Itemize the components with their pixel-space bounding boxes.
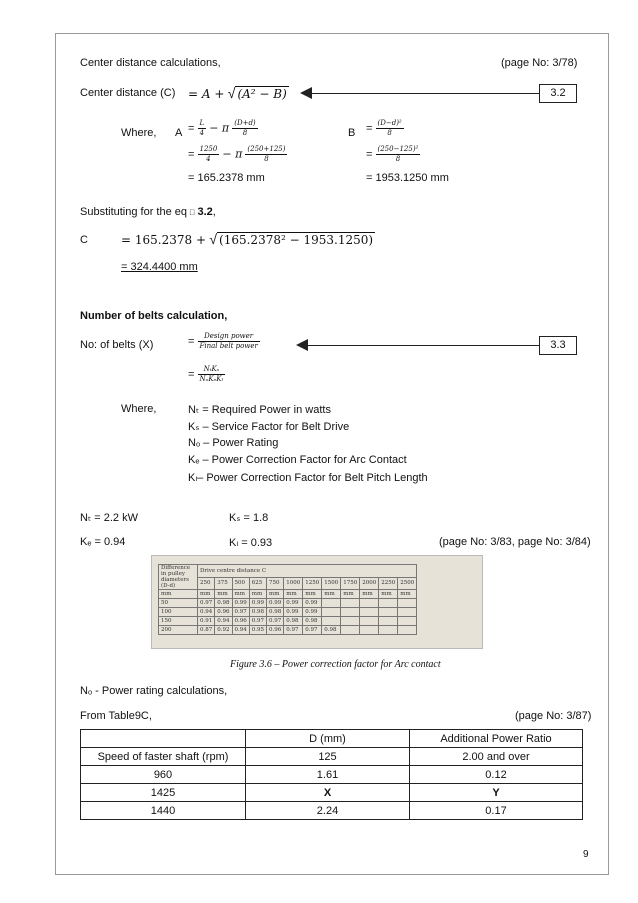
scan-cell: 50	[159, 599, 198, 608]
scan-cell: 0.99	[284, 608, 303, 617]
c-expression: = 165.2378 + √ (165.2378² − 1953.1250)	[121, 231, 374, 247]
frac-den: 8	[242, 129, 248, 137]
scan-row	[159, 626, 417, 635]
b-result: = 1953.1250 mm	[366, 172, 449, 184]
scan-cell: mm	[267, 590, 284, 599]
scan-cell: 0.98	[249, 608, 266, 617]
frac-num: (D+d)	[234, 119, 256, 127]
scan-cell	[398, 626, 417, 635]
table-cell: 1440	[81, 802, 246, 820]
scan-col-header: 2500	[398, 577, 417, 590]
scan-cell: mm	[379, 590, 398, 599]
scan-cell: mm	[232, 590, 249, 599]
b-formula: = $\frac{\text{(D−d)²}}{8}$	[366, 119, 402, 137]
a-result: = 165.2378 mm	[188, 172, 265, 184]
scan-col-header: 1000	[284, 577, 303, 590]
scan-cell: 0.97	[267, 617, 284, 626]
belts-section-title: Number of belts calculation,	[80, 310, 228, 322]
where-label: Where,	[121, 127, 157, 139]
subst-ref: 3.2	[197, 206, 213, 218]
page-number: 9	[583, 849, 589, 860]
table-cell: 2.24	[246, 802, 410, 820]
table-cell: 0.12	[410, 766, 583, 784]
scan-cell: mm	[215, 590, 232, 599]
scan-cell: 0.98	[215, 599, 232, 608]
frac-num: 1250	[199, 145, 218, 153]
scan-cell	[322, 599, 341, 608]
scan-cell: 0.96	[267, 626, 284, 635]
scan-cell: 0.91	[198, 617, 215, 626]
scan-cell	[379, 626, 398, 635]
definition-item: Kₛ – Service Factor for Belt Drive	[188, 421, 350, 433]
table-cell: 1425	[81, 784, 246, 802]
scan-row	[159, 608, 417, 617]
scan-col-header: 500	[232, 577, 249, 590]
scan-header-centre: Drive centre distance C	[198, 565, 417, 578]
scan-cell: 0.97	[284, 626, 303, 635]
scan-col-header: 2000	[360, 577, 379, 590]
ks-value: Kₛ = 1.8	[229, 512, 269, 524]
scan-cell: 0.99	[267, 599, 284, 608]
minus-pi: − π	[209, 121, 230, 135]
scan-cell: mm	[159, 590, 198, 599]
scan-cell: 0.98	[303, 617, 322, 626]
page-reference: (page No: 3/87)	[515, 710, 592, 722]
scan-cell: mm	[341, 590, 360, 599]
where-label: Where,	[121, 403, 157, 415]
power-rating-table	[80, 729, 583, 820]
definition-item: Nₜ = Required Power in watts	[188, 404, 331, 416]
arrow-line	[306, 345, 539, 346]
scan-cell	[360, 626, 379, 635]
scan-cell: 0.87	[198, 626, 215, 635]
scan-cell: 0.94	[198, 608, 215, 617]
frac-den: Final belt power	[199, 342, 258, 350]
scan-col-header: 1750	[341, 577, 360, 590]
scan-cell: mm	[284, 590, 303, 599]
belts-label: No: of belts (X)	[80, 339, 154, 351]
c-result: = 324.4400 mm	[121, 261, 198, 273]
c-label: C	[80, 234, 88, 246]
table-row	[81, 748, 583, 766]
equation-tag-3-3: 3.3	[539, 336, 577, 355]
from-table-text: From Table9C,	[80, 710, 152, 722]
frac-num: (250+125)	[247, 145, 286, 153]
scanned-table-image	[151, 555, 483, 649]
table-header	[81, 730, 246, 748]
table-cell: Speed of faster shaft (rpm)	[81, 748, 246, 766]
table-cell: X	[246, 784, 410, 802]
nt-value: Nₜ = 2.2 kW	[80, 512, 138, 524]
subst-text: Substituting for the eq	[80, 206, 188, 218]
scan-cell	[341, 599, 360, 608]
frac-den: 8	[264, 155, 269, 163]
frac-den: NₒKₑKₗ	[199, 375, 224, 383]
scan-cell: 0.94	[232, 626, 249, 635]
definition-item: Kₑ – Power Correction Factor for Arc Contact	[188, 454, 407, 466]
scan-cell: 0.92	[215, 626, 232, 635]
definition-item: Kₗ– Power Correction Factor for Belt Pitch Length	[188, 472, 428, 484]
substituting-text: Substituting for the eq ⃞ 3.2,	[80, 206, 216, 218]
frac-den: 8	[387, 129, 392, 137]
minus-pi: − π	[222, 147, 243, 161]
scan-cell: 0.98	[322, 626, 341, 635]
kl-value: Kₗ = 0.93	[229, 537, 273, 549]
scan-row	[159, 599, 417, 608]
scan-cell: 0.99	[232, 599, 249, 608]
frac-den: 4	[206, 155, 211, 163]
scan-cell: 0.96	[215, 608, 232, 617]
scan-cell: 0.97	[249, 617, 266, 626]
scan-cell	[322, 608, 341, 617]
scan-cell: 0.94	[215, 617, 232, 626]
table-row	[81, 766, 583, 784]
frac-den: 4	[199, 129, 205, 137]
table-cell: 960	[81, 766, 246, 784]
section-title-center-distance: Center distance calculations,	[80, 57, 221, 69]
scan-cell: mm	[322, 590, 341, 599]
scan-col-header: 375	[215, 577, 232, 590]
scanned-arc-correction-table	[158, 564, 417, 635]
table-cell: 0.17	[410, 802, 583, 820]
scan-col-header: 2250	[379, 577, 398, 590]
table-cell: 125	[246, 748, 410, 766]
arrow-line	[310, 93, 539, 94]
scan-col-header: 625	[249, 577, 266, 590]
table-header: Additional Power Ratio	[410, 730, 583, 748]
b-variable: B	[348, 127, 356, 139]
scan-cell	[398, 608, 417, 617]
scan-col-header: 750	[267, 577, 284, 590]
table-cell: 2.00 and over	[410, 748, 583, 766]
table-cell: Y	[410, 784, 583, 802]
scan-cell: 0.99	[303, 599, 322, 608]
a-substitution: = $\frac{1250}{4}$ − π $\frac{(250+125)}{8}$	[188, 145, 286, 163]
no-calc-title: Nₒ - Power rating calculations,	[80, 685, 228, 697]
belts-formula: = $\frac{\text{Design power}}{\text{Final belt power}}$	[188, 332, 258, 350]
scan-cell: 0.99	[249, 599, 266, 608]
table-row	[81, 784, 583, 802]
center-distance-label: Center distance (C)	[80, 87, 176, 99]
b-substitution: = $\frac{\text{(250−125)²}}{8}$	[366, 145, 419, 163]
scan-cell: 0.95	[249, 626, 266, 635]
scan-cell: 0.97	[232, 608, 249, 617]
scan-cell: mm	[360, 590, 379, 599]
table-row	[81, 802, 583, 820]
equation-tag-3-2: 3.2	[539, 84, 577, 103]
ke-value: Kₑ = 0.94	[80, 536, 126, 548]
scan-cell: 0.97	[303, 626, 322, 635]
page-reference: (page No: 3/83, page No: 3/84)	[439, 536, 591, 548]
scan-cell	[379, 617, 398, 626]
frac-num: Design power	[198, 332, 260, 342]
scan-col-header: 1500	[322, 577, 341, 590]
frac-num: L	[199, 119, 205, 127]
frac-num: (D−d)²	[377, 119, 402, 127]
scan-cell: 0.99	[284, 599, 303, 608]
figure-caption: Figure 3.6 – Power correction factor for Arc contact	[230, 659, 441, 670]
scan-cell	[341, 608, 360, 617]
definition-item: Nₒ – Power Rating	[188, 437, 279, 449]
a-variable: A	[175, 127, 183, 139]
subst-suffix: ,	[212, 206, 216, 218]
scan-col-header: 1250	[303, 577, 322, 590]
table-header: D (mm)	[246, 730, 410, 748]
table-cell: 1.61	[246, 766, 410, 784]
frac-den: 8	[395, 155, 401, 163]
frac-num: (250−125)²	[377, 145, 419, 153]
scan-cell: 0.98	[267, 608, 284, 617]
scan-cell: 0.97	[198, 599, 215, 608]
scan-cell	[360, 608, 379, 617]
scan-cell: mm	[249, 590, 266, 599]
scan-cell	[398, 599, 417, 608]
scan-cell: 0.98	[284, 617, 303, 626]
scan-cell	[379, 599, 398, 608]
scan-cell: mm	[398, 590, 417, 599]
scan-cell	[341, 617, 360, 626]
page-reference: (page No: 3/78)	[501, 57, 578, 69]
scan-cell	[322, 617, 341, 626]
scan-cell: mm	[303, 590, 322, 599]
scan-col-header: 250	[198, 577, 215, 590]
scan-cell	[360, 599, 379, 608]
scan-cell	[379, 608, 398, 617]
a-formula	[188, 119, 258, 138]
scan-cell: 150	[159, 617, 198, 626]
scan-cell	[398, 617, 417, 626]
belts-formula-expanded: = $\frac{\text{NₜKₛ}}{\text{NₒKₑKₗ}}$	[188, 365, 224, 383]
scan-header-diff: Difference in pulley diameters (D-d)	[159, 565, 198, 590]
scan-cell: 0.96	[232, 617, 249, 626]
formula-prefix: = A +	[188, 87, 225, 101]
scan-row	[159, 590, 417, 599]
scan-cell: mm	[198, 590, 215, 599]
scan-cell: 200	[159, 626, 198, 635]
equals: =	[188, 122, 195, 135]
formula-radicand: (A² − B)	[237, 87, 287, 101]
scan-cell	[341, 626, 360, 635]
c-expr-prefix: = 165.2378 +	[121, 233, 206, 247]
scan-cell: 100	[159, 608, 198, 617]
c-radicand: (165.2378² − 1953.1250)	[219, 233, 374, 247]
center-distance-formula: = A + √ (A² − B)	[188, 85, 287, 101]
scan-cell	[360, 617, 379, 626]
scan-cell: 0.99	[303, 608, 322, 617]
frac-num: NₜKₛ	[198, 365, 226, 375]
scan-row	[159, 617, 417, 626]
